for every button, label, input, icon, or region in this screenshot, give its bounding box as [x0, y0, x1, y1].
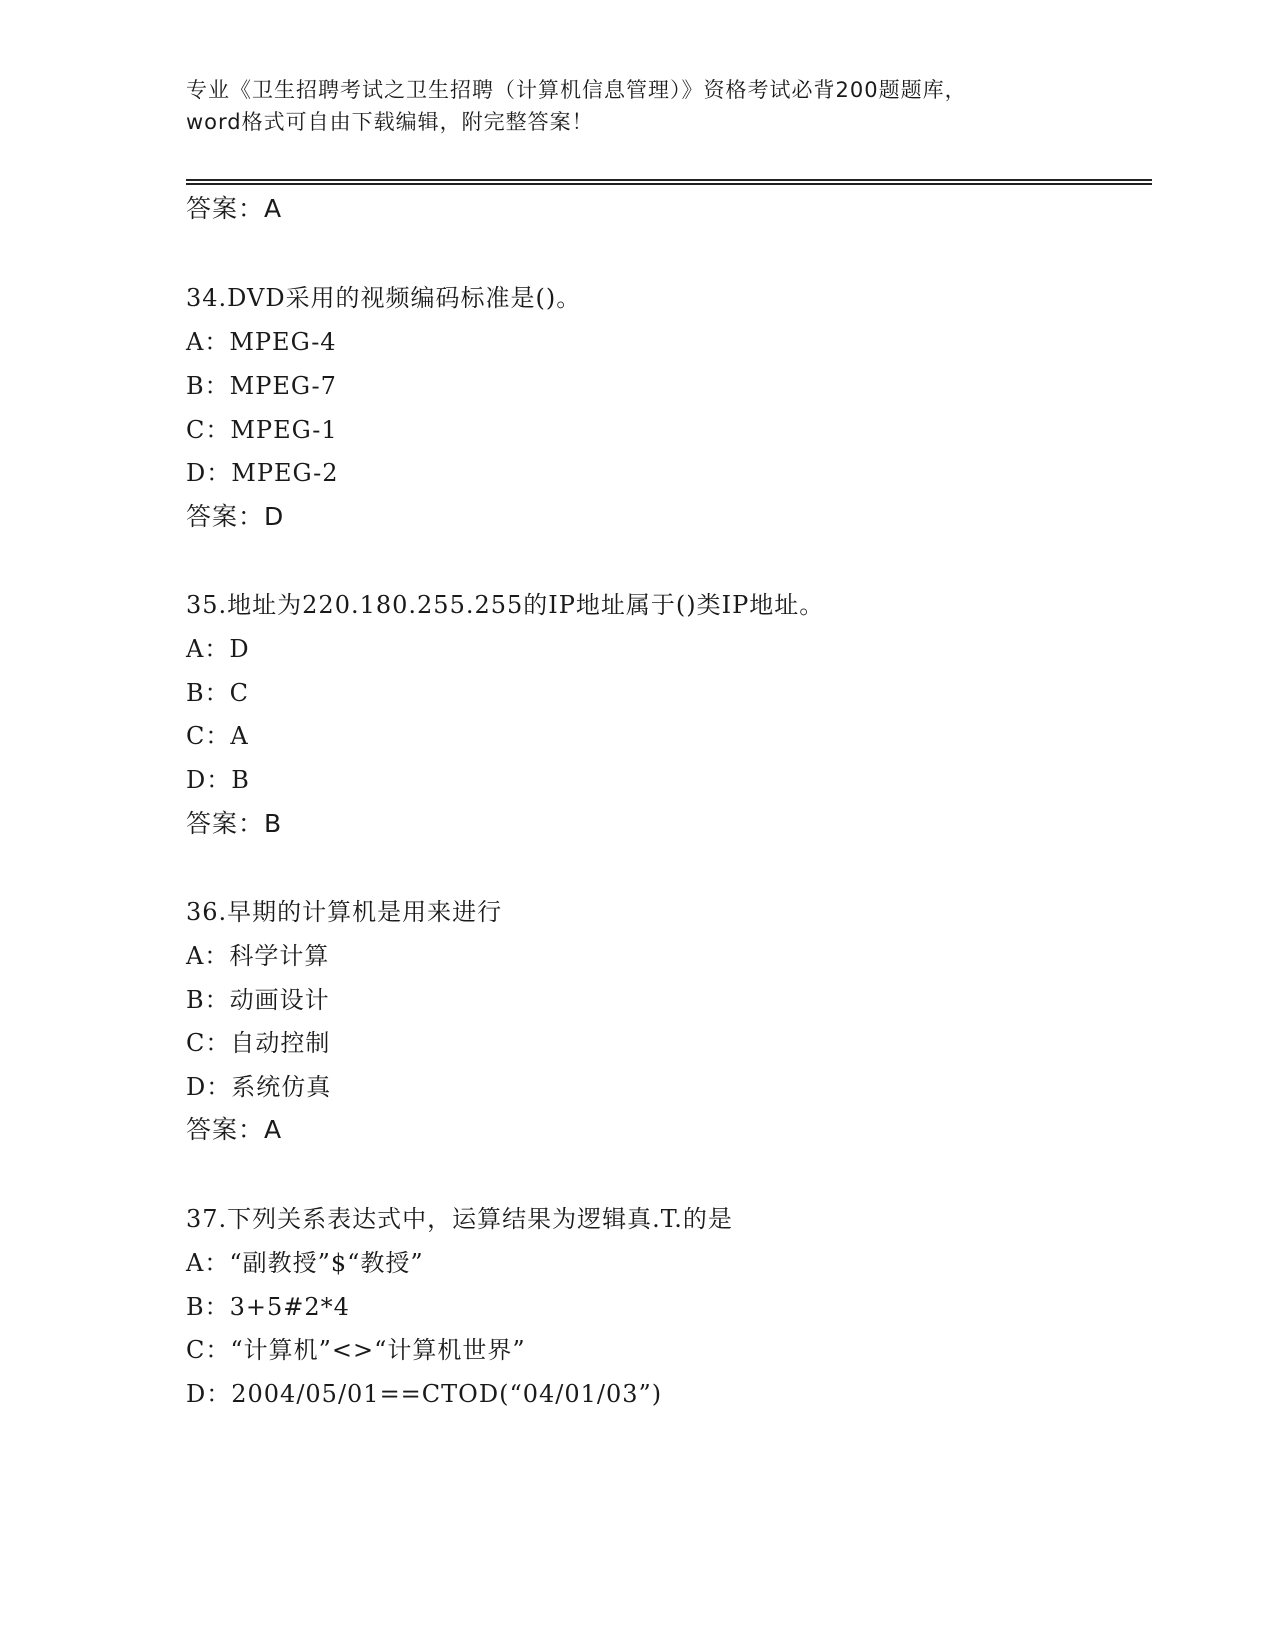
option-37-a: A：“副教授”$“教授”	[186, 1249, 424, 1277]
option-37-d: D：2004/05/01==CTOD(“04/01/03”)	[186, 1380, 663, 1408]
option-36-a: A：科学计算	[186, 942, 330, 970]
option-34-b: B：MPEG-7	[186, 372, 337, 400]
header-rule-top	[186, 179, 1152, 181]
answer-34: 答案：D	[186, 502, 285, 531]
option-35-d: D：B	[186, 766, 250, 794]
answer-33: 答案：A	[186, 194, 283, 223]
option-36-c: C：自动控制	[186, 1029, 331, 1057]
option-34-a: A：MPEG-4	[186, 328, 337, 356]
answer-36: 答案：A	[186, 1115, 283, 1144]
answer-35: 答案：B	[186, 809, 283, 838]
question-35: 35.地址为220.180.255.255的IP地址属于()类IP地址。	[186, 591, 825, 619]
option-34-d: D：MPEG-2	[186, 459, 339, 487]
option-36-d: D：系统仿真	[186, 1073, 332, 1101]
option-36-b: B：动画设计	[186, 986, 330, 1014]
document-header	[186, 74, 1106, 138]
question-36: 36.早期的计算机是用来进行	[186, 898, 503, 926]
header-rule-bottom	[186, 183, 1152, 185]
option-34-c: C：MPEG-1	[186, 416, 338, 444]
question-37: 37.下列关系表达式中，运算结果为逻辑真.T.的是	[186, 1205, 733, 1233]
option-37-b: B：3+5#2*4	[186, 1293, 350, 1321]
option-35-a: A：D	[186, 635, 250, 663]
header-line-1: 专业《卫生招聘考试之卫生招聘（计算机信息管理）》资格考试必背200题题库，	[186, 78, 967, 102]
option-35-b: B：C	[186, 679, 249, 707]
question-34: 34.DVD采用的视频编码标准是()。	[186, 284, 582, 312]
header-line-2: word格式可自由下载编辑，附完整答案！	[186, 110, 594, 134]
option-35-c: C：A	[186, 722, 249, 750]
option-37-c: C：“计算机”<>“计算机世界”	[186, 1336, 526, 1364]
